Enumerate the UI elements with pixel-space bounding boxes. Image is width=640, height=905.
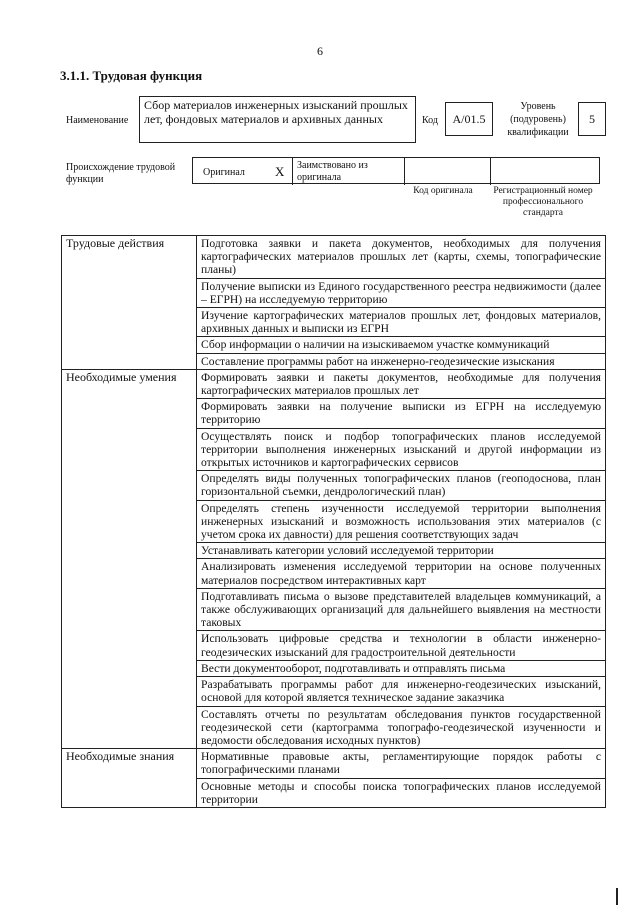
name-value: Сбор материалов инженерных изысканий прошлых лет, фондовых материалов и архивных данных: [144, 98, 408, 126]
reg-number-cell: [491, 158, 601, 185]
table-row: [62, 749, 606, 778]
section-item: Вести документооборот, подготавливать и отправлять письма: [197, 660, 606, 676]
level-label: Уровень (подуровень) квалификации: [507, 101, 569, 138]
borrowed-label: Заимствовано из оригинала: [297, 160, 368, 183]
original-mark: X: [275, 164, 285, 179]
section-heading: Необходимые умения: [62, 369, 197, 748]
level-value-box: [578, 102, 606, 136]
table-row: [62, 369, 606, 398]
section-item: Анализировать изменения исследуемой территории на основе полученных материалов посредством интерактивных карт: [197, 559, 606, 588]
section-item: Определять степень изученности исследуемой территории выполнения инженерных изысканий и возможность использования этих материалов (с учетом срока их давности) для решения соответствующих задач: [197, 500, 606, 543]
section-item: Формировать заявки и пакеты документов, необходимые для получения картографических материалов прошлых лет: [197, 369, 606, 398]
reg-number-label: Регистрационный номер профессионального стандарта: [493, 186, 593, 218]
section-item: Формировать заявки на получение выписки из ЕГРН на исследуемую территорию: [197, 399, 606, 428]
name-label: Наименование: [66, 115, 129, 126]
section-heading: Трудовые действия: [62, 236, 197, 370]
code-original-label: Код оригинала: [413, 186, 473, 196]
table-row: [62, 236, 606, 279]
page-frame-edge: [616, 888, 618, 905]
code-original-cell: [405, 158, 491, 185]
section-item: Нормативные правовые акты, регламентирующие порядок работы с топографическими планами: [197, 749, 606, 778]
borrowed-cell: [293, 158, 405, 185]
code-value: A/01.5: [452, 111, 486, 126]
section-item: Изучение картографических материалов прошлых лет, фондовых материалов, архивных данных и выписки из ЕГРН: [197, 308, 606, 337]
section-item: Устанавливать категории условий исследуемой территории: [197, 543, 606, 559]
section-item: Подготовка заявки и пакета документов, необходимых для получения картографических материалов прошлых лет (карты, схемы, топографические планы): [197, 236, 606, 279]
level-value: 5: [589, 111, 595, 126]
section-item: Составление программы работ на инженерно-геодезические изыскания: [197, 353, 606, 369]
section-item: Подготавливать письма о вызове представителей владельцев коммуникаций, а также обслуживающих организаций для дальнейшего выявления на местности таковых: [197, 588, 606, 631]
section-item: Составлять отчеты по результатам обследования пунктов государственной геодезической сети (картограмма топографо-геодезической изученности и ведомости обследования исходных пунктов): [197, 706, 606, 749]
section-item: Разрабатывать программы работ для инженерно-геодезических изысканий, основой для которой является техническое задание заказчика: [197, 677, 606, 706]
section-item: Определять виды полученных топографических планов (геоподоснова, план горизонтальной съемки, дендрологический план): [197, 471, 606, 500]
function-table: [61, 235, 606, 808]
code-label: Код: [422, 115, 438, 126]
section-item: Основные методы и способы поиска топографических планов исследуемой территории: [197, 778, 606, 807]
section-item: Осуществлять поиск и подбор топографических планов исследуемой территории выполнения инженерных изысканий и другой информации из открытых источников и картографических сервисов: [197, 428, 606, 471]
section-item: Сбор информации о наличии на изыскиваемом участке коммуникаций: [197, 337, 606, 353]
code-value-box: [445, 102, 493, 136]
original-cell: [193, 158, 293, 185]
original-label: Оригинал: [203, 167, 245, 178]
section-heading: Необходимые знания: [62, 749, 197, 808]
origin-row: [192, 157, 600, 184]
page-number: 6: [317, 44, 323, 58]
origin-label: Происхождение трудовой функции: [66, 162, 176, 185]
section-title: 3.1.1. Трудовая функция: [60, 68, 203, 83]
section-item: Использовать цифровые средства и технологии в области инженерно-геодезических изысканий для градостроительной деятельности: [197, 631, 606, 660]
name-value-box: [139, 96, 416, 143]
section-item: Получение выписки из Единого государственного реестра недвижимости (далее – ЕГРН) на исследуемую территорию: [197, 278, 606, 307]
